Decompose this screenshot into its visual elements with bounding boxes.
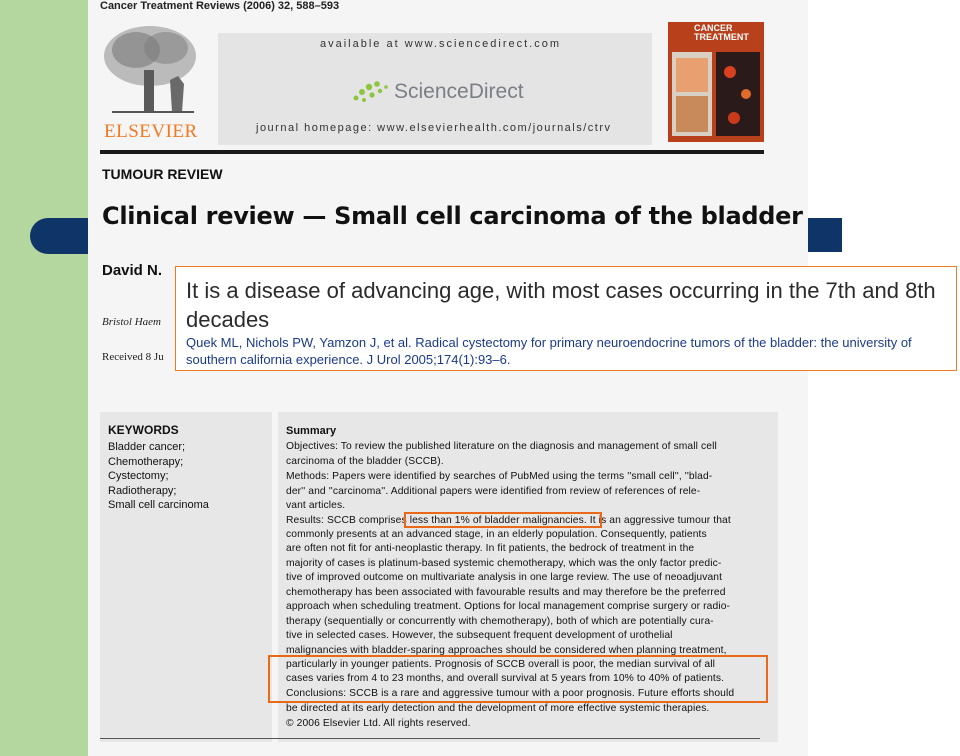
journal-homepage-text: journal homepage: www.elsevierhealth.com/journals/ctrv [256, 122, 612, 134]
keyword-item: Cystectomy; [108, 470, 169, 482]
summary-line: © 2006 Elsevier Ltd. All rights reserved. [286, 718, 471, 729]
summary-line: tive of improved outcome on multivariate analysis in one large review. The use of neoadjuvant [286, 572, 723, 583]
summary-line: Objectives: To review the published literature on the diagnosis and management of small cell [286, 441, 717, 452]
article-title: Clinical review — Small cell carcinoma of the bladder [102, 202, 803, 230]
summary-line: vant articles. [286, 500, 346, 511]
summary-line: majority of cases is platinum-based systemic chemotherapy, which was the only factor predic- [286, 558, 722, 569]
header-rule [100, 150, 764, 154]
callout-reference: Quek ML, Nichols PW, Yamzon J, et al. Radical cystectomy for primary neuroendocrine tumors of the bladder: the university of southern california experience. J Urol 2005;174(1):93–6. [186, 335, 912, 367]
affiliation-line: Bristol Haem [102, 316, 161, 328]
highlight-box-prognosis [268, 655, 768, 703]
sciencedirect-logo [350, 78, 524, 106]
summary-line: are often not fit for anti-neoplastic therapy. In fit patients, the bedrock of treatment in the [286, 543, 695, 554]
summary-line: be directed at its early detection and the development of more effective systemic therapies. [286, 703, 710, 714]
summary-heading: Summary [286, 425, 337, 437]
keyword-item: Chemotherapy; [108, 456, 184, 468]
keyword-item: Radiotherapy; [108, 485, 177, 497]
summary-line: approach when scheduling treatment. Options for local management comprise surgery or radio- [286, 601, 731, 612]
author-line: David N. [102, 262, 163, 279]
sciencedirect-dots-icon [350, 78, 392, 106]
summary-line: particularly in younger patients. Prognosis of SCCB overall is poor, the median survival of all [286, 659, 716, 670]
summary-line: carcinoma of the bladder (SCCB). [286, 456, 444, 467]
received-line: Received 8 Ju [102, 351, 164, 363]
elsevier-tree-logo-icon [100, 20, 206, 120]
summary-line: cases varies from 4 to 23 months, and overall survival at 5 years from 10% to 40% of patients. [286, 673, 725, 684]
summary-line: Methods: Papers were identified by searches of PubMed using the terms ''small cell'', ''blad- [286, 471, 713, 482]
summary-line: chemotherapy has been associated with favourable results and may therefore be the preferred [286, 587, 726, 598]
highlight-box-incidence [404, 512, 602, 528]
footer-rule [100, 738, 760, 739]
summary-line: Results: SCCB comprises less than 1% of bladder malignancies. It is an aggressive tumour that [286, 515, 731, 526]
journal-cover-title: CANCER TREATMENT [694, 23, 749, 42]
summary-line: Conclusions: SCCB is a rare and aggressive tumour with a poor prognosis. Future efforts should [286, 688, 735, 699]
summary-line: malignancies with bladder-sparing approaches should be considered when planning treatment, [286, 645, 727, 656]
section-label: TUMOUR REVIEW [102, 166, 223, 182]
left-green-strip [0, 0, 88, 756]
callout-statement: It is a disease of advancing age, with most cases occurring in the 7th and 8th decades [186, 278, 936, 332]
navy-bar-right [808, 218, 842, 252]
summary-line: der'' and ''carcinoma''. Additional papers were identified from review of references of rele- [286, 486, 701, 497]
keywords-heading: KEYWORDS [108, 423, 179, 437]
elsevier-wordmark: ELSEVIER [104, 121, 198, 142]
keyword-item: Bladder cancer; [108, 441, 186, 453]
journal-citation: Cancer Treatment Reviews (2006) 32, 588–593 [100, 0, 340, 12]
summary-line: tive in selected cases. However, the subsequent frequent development of urothelial [286, 630, 673, 641]
sciencedirect-wordmark: ScienceDirect [394, 80, 524, 103]
available-at-text: available at www.sciencedirect.com [320, 38, 562, 50]
summary-line: therapy (sequentially or concurrently with chemotherapy), both of which are potentially cura- [286, 616, 714, 627]
summary-line: commonly presents at an advanced stage, in an elderly population. Consequently, patients [286, 529, 707, 540]
keyword-item: Small cell carcinoma [108, 499, 209, 511]
